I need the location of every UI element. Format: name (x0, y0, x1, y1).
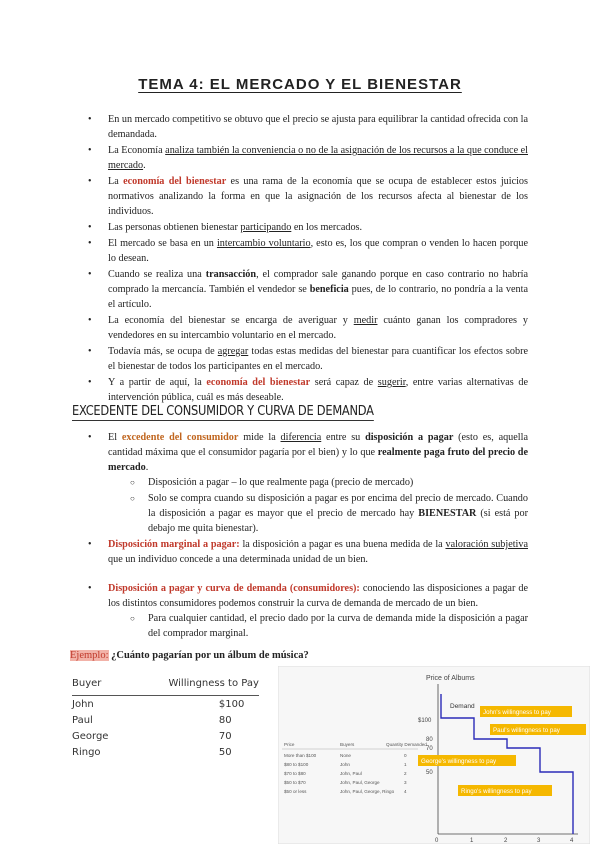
svg-text:4: 4 (404, 789, 407, 794)
svg-text:$80 to $100: $80 to $100 (284, 762, 309, 767)
table-row: Ringo 50 (72, 747, 232, 758)
svg-text:Buyers: Buyers (340, 742, 355, 747)
table-row: John $100 (72, 699, 245, 710)
page-title: TEMA 4: EL MERCADO Y EL BIENESTAR (138, 76, 462, 93)
svg-text:$70 to $80: $70 to $80 (284, 771, 306, 776)
svg-text:John, Paul, George, Ringo: John, Paul, George, Ringo (340, 789, 395, 794)
buyers-table (72, 676, 259, 760)
list-item: • La economía del bienestar se encarga de averiguar y medir cuánto ganan los compradores y vendedores en su intercambio voluntario en el mercado. (88, 313, 528, 343)
svg-text:None: None (340, 753, 351, 758)
list-item: • El mercado se basa en un intercambio voluntario, esto es, los que compran o venden lo hacen porque lo desean. (88, 236, 528, 266)
demand-curve-figure (278, 666, 590, 844)
list-item: • Las personas obtienen bienestar participando en los mercados. (88, 220, 528, 235)
figure-title: Price of Albums (426, 675, 475, 682)
demand-label: Demand (450, 703, 475, 710)
section-heading: EXCEDENTE DEL CONSUMIDOR Y CURVA DE DEMANDA (72, 404, 374, 419)
x-tick-label: 4 (570, 838, 574, 844)
svg-text:$50 or less: $50 or less (284, 789, 307, 794)
example-question: ¿Cuánto pagarían por un álbum de música? (108, 650, 309, 661)
section-bullet-list (88, 430, 528, 642)
header-buyer: Buyer (72, 676, 108, 696)
intro-bullet-list (88, 112, 528, 406)
sub-list (108, 475, 528, 536)
example-label: Ejemplo: (70, 650, 109, 661)
y-tick-label: 70 (426, 746, 433, 752)
list-item: • Todavía más, se ocupa de agregar todas estas medidas del bienestar para cuantificar los efectos sobre el bienestar de todos los participantes en el mercado. (88, 344, 528, 374)
sub-list-item: ○ Solo se compra cuando su disposición a pagar es por encima del precio de mercado. Cuando la disposición a pagar es mayor que el precio de mercado hay BIENESTAR (si está por debajo me quita bienestar). (128, 491, 528, 536)
list-item: • El excedente del consumidor mide la diferencia entre su disposición a pagar (esto es, aquella cantidad máxima que el consumidor pagaría por el bien) y lo que realmente paga fruto del precio de mercado. ○ Disposición a pagar – lo que realmente paga (precio de mercado) ○ Solo se compra cuando su disposición a pagar es por encima del precio de mercado. Cuando la disposición a pagar es mayor que el precio de mercado hay BIENESTAR (si está por debajo me quita bienestar). (88, 430, 528, 536)
example-line (70, 650, 309, 661)
svg-text:John, Paul, George: John, Paul, George (340, 780, 380, 785)
x-tick-label: 1 (470, 838, 474, 844)
paul-annotation: Paul's willingness to pay (493, 727, 560, 734)
list-item: • La economía del bienestar es una rama de la economía que se ocupa de establecer estos juicios normativos analizando la forma en que la asignación de los recursos afecta al bienestar de los individuos. (88, 174, 528, 219)
list-item: • En un mercado competitivo se obtuvo que el precio se ajusta para equilibrar la cantidad ofrecida con la demandada. (88, 112, 528, 142)
john-annotation: John's willingness to pay (483, 709, 551, 716)
sub-list-item: ○ Disposición a pagar – lo que realmente paga (precio de mercado) (128, 475, 528, 490)
svg-text:Price: Price (284, 742, 295, 747)
list-item: • Disposición marginal a pagar: la disposición a pagar es una buena medida de la valoración subjetiva que un individuo concede a una determinada unidad de un bien. (88, 537, 528, 567)
svg-text:John, Paul: John, Paul (340, 771, 362, 776)
sub-list-item: ○ Para cualquier cantidad, el precio dado por la curva de demanda mide la disposición a pagar del comprador marginal. (128, 611, 528, 641)
x-tick-label: 2 (504, 838, 508, 844)
list-item: • La Economía analiza también la conveniencia o no de la asignación de los recursos a la que conduce el mercado. (88, 143, 528, 173)
svg-text:3: 3 (404, 780, 407, 785)
sub-list (108, 611, 528, 641)
list-item: • Cuando se realiza una transacción, el comprador sale ganando porque en caso contrario no habría comprado la mercancía. También el vendedor se beneficia pues, de lo contrario, no pondría a la venta el artículo. (88, 267, 528, 312)
ringo-annotation: Ringo's willingness to pay (461, 788, 532, 795)
svg-text:2: 2 (404, 771, 407, 776)
svg-text:0: 0 (404, 753, 407, 758)
y-tick-label: $100 (418, 718, 432, 724)
svg-text:Quantity Demanded: Quantity Demanded (386, 742, 427, 747)
list-item: • Disposición a pagar y curva de demanda (consumidores): conociendo las disposiciones a pagar de los distintos consumidores podemos construir la curva de demanda de mercado de un bien. ○ Para cualquier cantidad, el precio dado por la curva de demanda mide la disposición a pagar del comprador marginal. (88, 581, 528, 641)
svg-text:John: John (340, 762, 350, 767)
svg-text:1: 1 (404, 762, 407, 767)
header-willingness: Willingness to Pay (108, 676, 258, 696)
y-tick-label: 80 (426, 737, 433, 743)
y-tick-label: 50 (426, 770, 433, 776)
x-tick-label: 3 (537, 838, 541, 844)
svg-text:More than $100: More than $100 (284, 753, 317, 758)
svg-text:$50 to $70: $50 to $70 (284, 780, 306, 785)
x-tick-label: 0 (435, 838, 439, 844)
table-row: Paul 80 (72, 715, 232, 726)
george-annotation: George's willingness to pay (421, 758, 497, 765)
table-row: George 70 (72, 731, 232, 742)
list-item: • Y a partir de aquí, la economía del bienestar será capaz de sugerir, entre varias alternativas de intervención pública, cuál es más deseable. (88, 375, 528, 405)
table-header-row (72, 676, 259, 696)
